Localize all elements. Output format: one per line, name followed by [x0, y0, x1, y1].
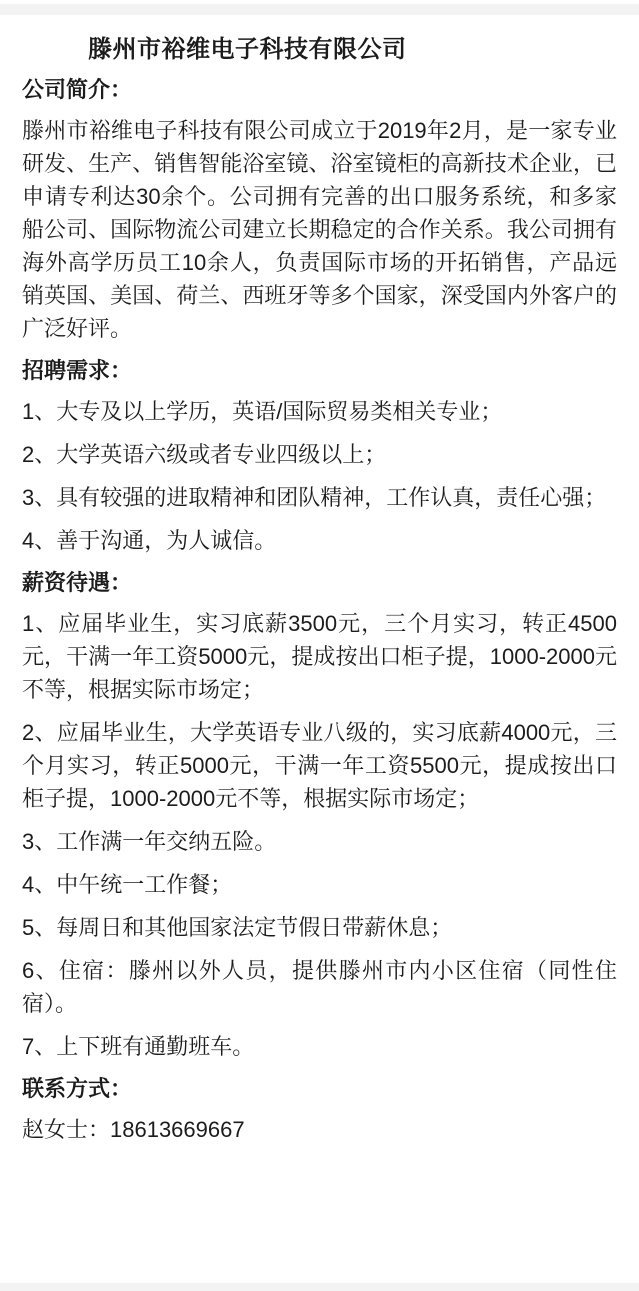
requirement-item-3: 3、具有较强的进取精神和团队精神，工作认真，责任心强；	[22, 485, 607, 510]
section-heading-company-intro: 公司简介：	[22, 77, 133, 102]
contact-phone-line: 赵女士：18613669667	[22, 1117, 245, 1142]
salary-item-7: 7、上下班有通勤班车。	[22, 1034, 255, 1059]
section-heading-contact: 联系方式：	[22, 1076, 133, 1101]
bottom-edge-strip	[0, 1283, 639, 1291]
requirement-item-2: 2、大学英语六级或者专业四级以上；	[22, 442, 387, 467]
requirement-item-4: 4、善于沟通，为人诚信。	[22, 528, 277, 553]
company-intro-paragraph: 滕州市裕维电子科技有限公司成立于2019年2月，是一家专业研发、生产、销售智能浴室镜、浴室镜柜的高新技术企业，已申请专利达30余个。公司拥有完善的出口服务系统，和多家船公司、国际物流公司建立长期稳定的合作关系。我公司拥有海外高学历员工10余人，负责国际市场的开拓销售，产品远销英国、美国、荷兰、西班牙等多个国家，深受国内外客户的广泛好评。	[22, 118, 617, 341]
section-heading-salary-benefits: 薪资待遇：	[22, 570, 133, 595]
top-edge-strip	[0, 4, 639, 15]
salary-item-4: 4、中午统一工作餐；	[22, 872, 233, 897]
section-heading-recruitment-requirements: 招聘需求：	[22, 358, 133, 383]
salary-item-1: 1、应届毕业生，实习底薪3500元，三个月实习，转正4500元，干满一年工资5000元，提成按出口柜子提，1000-2000元不等，根据实际市场定；	[22, 611, 617, 702]
salary-item-3: 3、工作满一年交纳五险。	[22, 829, 277, 854]
salary-item-6: 6、住宿：滕州以外人员，提供滕州市内小区住宿（同性住宿）。	[22, 958, 617, 1016]
salary-item-5: 5、每周日和其他国家法定节假日带薪休息；	[22, 915, 453, 940]
requirement-item-1: 1、大专及以上学历，英语/国际贸易类相关专业；	[22, 399, 503, 424]
article-title: 滕州市裕维电子科技有限公司	[88, 36, 407, 63]
salary-item-2: 2、应届毕业生，大学英语专业八级的，实习底薪4000元，三个月实习，转正5000元，干满一年工资5500元，提成按出口柜子提，1000-2000元不等，根据实际市场定；	[22, 720, 617, 811]
